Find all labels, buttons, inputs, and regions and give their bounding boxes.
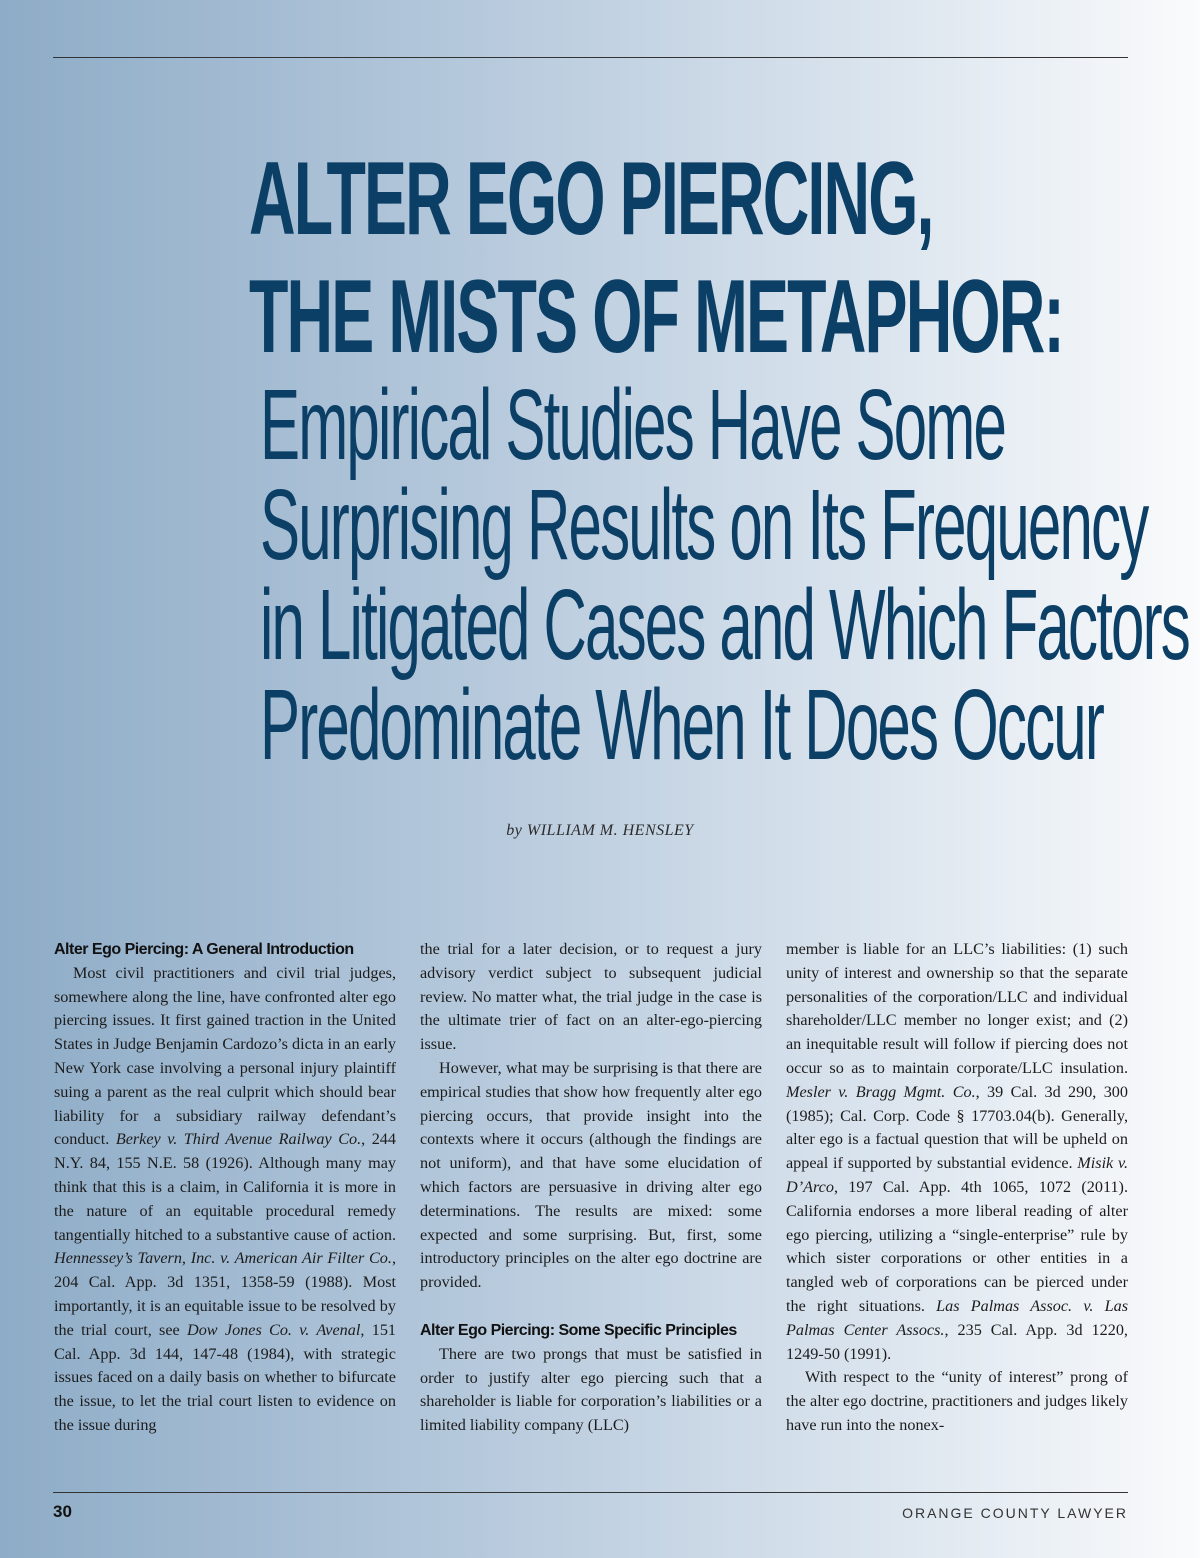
top-rule xyxy=(53,57,1128,58)
paragraph: With respect to the “unity of interest” prong of the alter ego doctrine, practitioners and judges likely have run into the nonex- xyxy=(786,1368,1128,1434)
paragraph: the trial for a later decision, or to request a jury advisory verdict subject to subsequent judicial review. No matter what, the trial judge in the case is the ultimate trier of fact on an alter-ego-piercing issue. xyxy=(420,940,762,1054)
publication-name: ORANGE COUNTY LAWYER xyxy=(902,1505,1128,1521)
case-citation: Las Palmas Assoc. v. Las Palmas Center Assocs. xyxy=(786,1296,1128,1339)
article-title xyxy=(40,140,1190,781)
column-1 xyxy=(54,938,396,1438)
section-heading-intro: Alter Ego Piercing: A General Introduction xyxy=(54,941,354,958)
paragraph: Most civil practitioners and civil trial judges, somewhere along the line, have confronted alter ego piercing issues. It first gained traction in the United States in Judge Benjamin Cardozo’s dicta in an early New York case involving a personal injury plaintiff suing a parent as the real culprit which should bear liability for a subsidiary railway defendant’s conduct. Berkey v. Third Avenue Railway Co., 244 N.Y. 84, 155 N.E. 58 (1926). Although many may think that this is a claim, in California it is more in the nature of an equitable procedural remedy tangentially hitched to a substantive cause of action. Hennessey’s Tavern, Inc. v. American Air Filter Co., 204 Cal. App. 3d 1351, 1358-59 (1988). Most importantly, it is an equitable issue to be resolved by the trial court, see Dow Jones Co. v. Avenal, 151 Cal. App. 3d 144, 147-48 (1984), with strategic issues faced on a daily basis on whether to bifurcate the issue, to let the trial court listen to evidence on the issue during xyxy=(54,963,396,1434)
column-3 xyxy=(786,938,1128,1438)
paragraph: However, what may be surprising is that there are empirical studies that show how frequently alter ego piercing occurs, that provide insight into the contexts where it occurs (although the findings are not uniform), and that have some elucidation of which factors are persuasive in driving alter ego determinations. The results are mixed: some expected and some surprising. But, first, some introductory principles on the alter ego doctrine are provided. xyxy=(420,1058,762,1292)
subtitle-line-3: in Litigated Cases and Which Factors xyxy=(260,569,1190,681)
title-line-1: ALTER EGO PIERCING, xyxy=(249,141,933,257)
subtitle-line-2: Surprising Results on Its Frequency xyxy=(260,469,1148,581)
title-line-2: THE MISTS OF METAPHOR: xyxy=(249,259,1064,375)
subtitle-line-1: Empirical Studies Have Some xyxy=(260,369,1006,481)
paragraph: There are two prongs that must be satisfied in order to justify alter ego piercing such that a shareholder is liable for corporation’s liabilities or a limited liability company (LLC) xyxy=(420,1344,762,1435)
case-citation: Dow Jones Co. v. Avenal xyxy=(187,1320,361,1339)
column-2 xyxy=(420,938,762,1438)
case-citation: Misik v. D’Arco xyxy=(786,1154,1128,1196)
case-citation: Hennessey’s Tavern, Inc. v. American Air Filter Co. xyxy=(54,1249,392,1268)
page-number: 30 xyxy=(53,1502,72,1521)
subtitle-line-4: Predominate When It Does Occur xyxy=(260,669,1104,781)
case-citation: Berkey v. Third Avenue Railway Co. xyxy=(115,1130,362,1149)
paragraph: member is liable for an LLC’s liabilities: (1) such unity of interest and ownership so that the separate personalities of the corporation/LLC and individual shareholder/LLC member no longer exist; and (2) an inequitable result will follow if piercing does not occur so as to maintain corporate/LLC insulation. Mesler v. Bragg Mgmt. Co., 39 Cal. 3d 290, 300 (1985); Cal. Corp. Code § 17703.04(b). Generally, alter ego is a factual question that will be upheld on appeal if supported by substantial evidence. Misik v. D’Arco, 197 Cal. App. 4th 1065, 1072 (2011). California endorses a more liberal reading of alter ego piercing, utilizing a “single-enterprise” rule by which sister corporations or other entities in a tangled web of corporations can be pierced under the right situations. Las Palmas Assoc. v. Las Palmas Center Assocs., 235 Cal. App. 3d 1220, 1249-50 (1991). xyxy=(786,940,1128,1363)
case-citation: Mesler v. Bragg Mgmt. Co. xyxy=(786,1082,976,1101)
bottom-rule xyxy=(53,1492,1128,1493)
byline: by WILLIAM M. HENSLEY xyxy=(506,822,694,839)
section-heading-principles: Alter Ego Piercing: Some Specific Principles xyxy=(420,1321,737,1339)
